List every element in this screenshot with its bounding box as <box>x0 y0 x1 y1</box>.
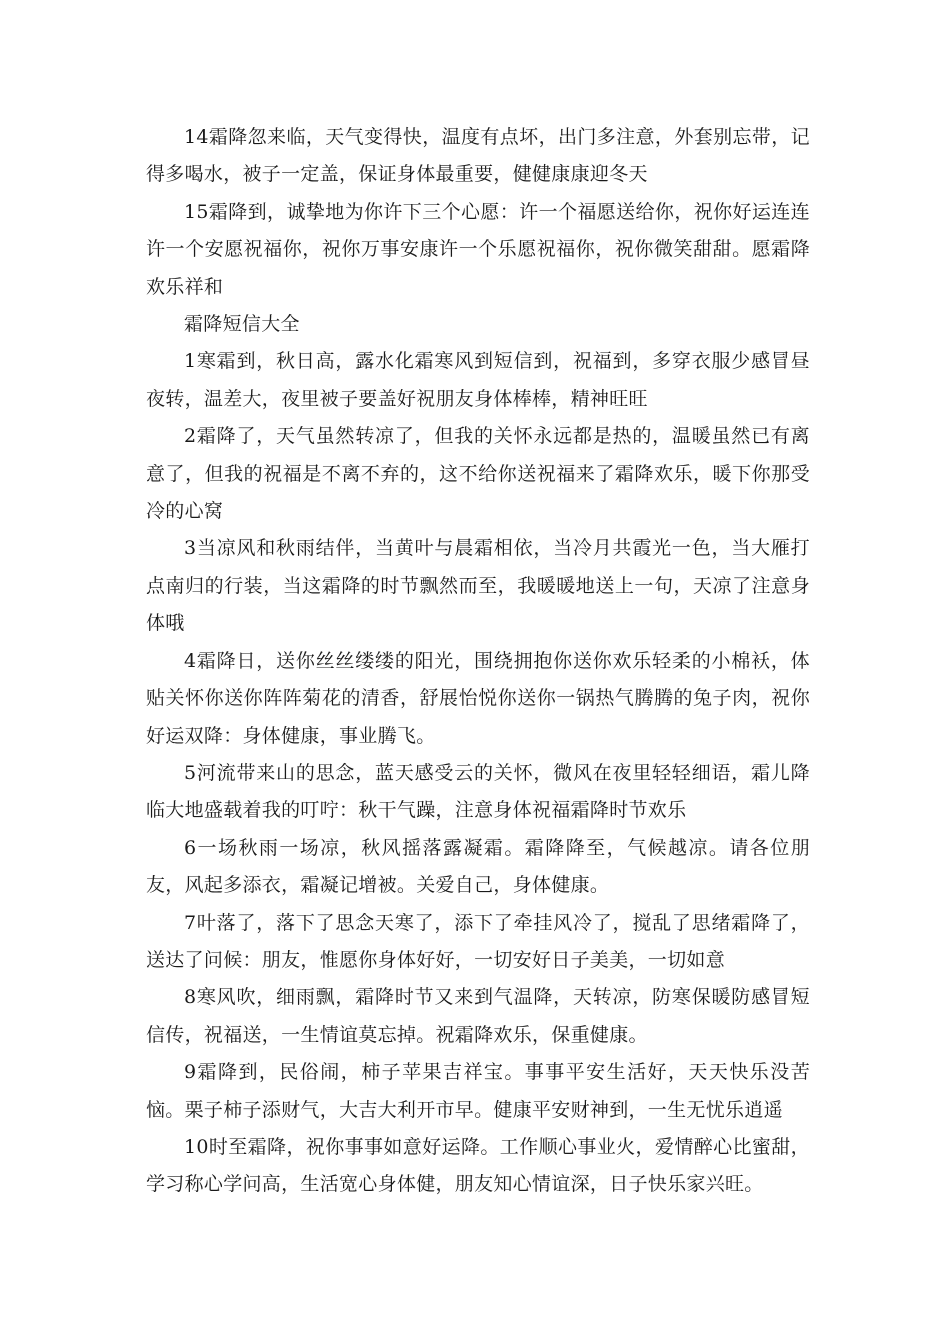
paragraph-7: 7叶落了，落下了思念天寒了，添下了牵挂风冷了，搅乱了思绪霜降了，送达了问候：朋友，惟愿你身体好好，一切安好日子美美，一切如意 <box>146 911 810 971</box>
paragraph-14: 14霜降忽来临，天气变得快，温度有点坏，出门多注意，外套别忘带，记得多喝水，被子一定盖，保证身体最重要，健健康康迎冬天 <box>146 126 810 186</box>
paragraph-2: 2霜降了，天气虽然转凉了，但我的关怀永远都是热的，温暖虽然已有离意了，但我的祝福是不离不弃的，这不给你送祝福来了霜降欢乐，暖下你那受冷的心窝 <box>146 425 810 523</box>
paragraph-8: 8寒风吹，细雨飘，霜降时节又来到气温降，天转凉，防寒保暖防感冒短信传，祝福送，一生情谊莫忘掉。祝霜降欢乐，保重健康。 <box>146 986 810 1046</box>
paragraph-15: 15霜降到，诚挚地为你许下三个心愿：许一个福愿送给你，祝你好运连连许一个安愿祝福你，祝你万事安康许一个乐愿祝福你，祝你微笑甜甜。愿霜降欢乐祥和 <box>146 200 810 298</box>
paragraph-6: 6一场秋雨一场凉，秋风摇落露凝霜。霜降降至，气候越凉。请各位朋友，风起多添衣，霜凝记增被。关爱自己，身体健康。 <box>146 836 810 897</box>
paragraph-1: 1寒霜到，秋日高，露水化霜寒风到短信到，祝福到，多穿衣服少感冒昼夜转，温差大，夜里被子要盖好祝朋友身体棒棒，精神旺旺 <box>146 350 810 410</box>
paragraph-9: 9霜降到，民俗闹，柿子苹果吉祥宝。事事平安生活好，天天快乐没苦恼。栗子柿子添财气，大吉大利开市早。健康平安财神到，一生无忧乐逍遥 <box>146 1061 810 1121</box>
section-heading: 霜降短信大全 <box>184 313 300 336</box>
paragraph-10: 10时至霜降，祝你事事如意好运降。工作顺心事业火，爱情醉心比蜜甜，学习称心学问高，生活宽心身体健，朋友知心情谊深，日子快乐家兴旺。 <box>146 1135 810 1196</box>
paragraph-5: 5河流带来山的思念，蓝天感受云的关怀，微风在夜里轻轻细语，霜儿降临大地盛载着我的叮咛：秋干气躁，注意身体祝福霜降时节欢乐 <box>146 761 810 822</box>
paragraph-3: 3当凉风和秋雨结伴，当黄叶与晨霜相依，当冷月共霞光一色，当大雁打点南归的行装，当这霜降的时节飘然而至，我暖暖地送上一句，天凉了注意身体哦 <box>146 537 810 635</box>
paragraph-4: 4霜降日，送你丝丝缕缕的阳光，围绕拥抱你送你欢乐轻柔的小棉袄，体贴关怀你送你阵阵菊花的清香，舒展怡悦你送你一锅热气腾腾的兔子肉，祝你好运双降：身体健康，事业腾飞。 <box>146 649 810 747</box>
document-body <box>146 119 810 1204</box>
